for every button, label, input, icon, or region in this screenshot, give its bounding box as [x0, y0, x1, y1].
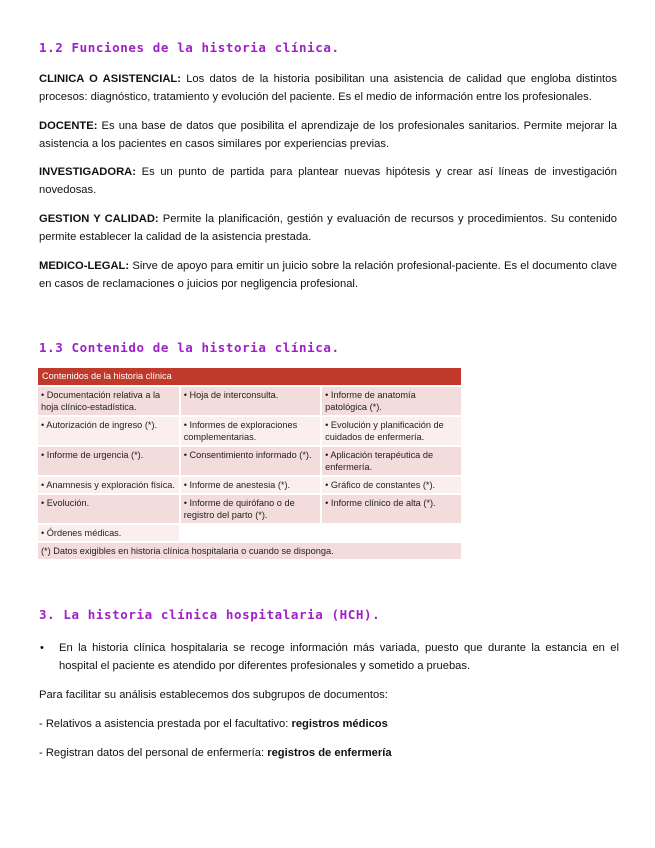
table-row: [38, 494, 461, 524]
table-title: Contenidos de la historia clínica: [38, 368, 461, 386]
table-cell: • Aplicación terapéutica de enfermería.: [321, 446, 461, 476]
function-text: Es una base de datos que posibilita el aprendizaje de los profesionales sanitarios. Permite mejorar la asistencia a los pacientes en casos similares por experiencias previas.: [39, 120, 617, 150]
table-cell: • Autorización de ingreso (*).: [38, 416, 180, 446]
function-gestion-paragraph: [39, 210, 617, 246]
table-row: [38, 476, 461, 494]
subgroup-line-medicos: [39, 715, 388, 733]
function-medico-legal-paragraph: [39, 257, 617, 293]
function-label: DOCENTE:: [39, 120, 98, 132]
subgroup-text: - Relativos a asistencia prestada por el facultativo:: [39, 718, 292, 730]
table-cell: • Informe de urgencia (*).: [38, 446, 180, 476]
table-cell: • Informe de anatomía patológica (*).: [321, 386, 461, 416]
function-text: Los datos de la historia posibilitan una asistencia de calidad que engloba distintos procesos: diagnóstico, tratamiento y evolución del paciente. Es el medio de información entre los profesionales.: [39, 73, 617, 103]
subgroup-text: - Registran datos del personal de enfermería:: [39, 747, 268, 759]
table-cell: [321, 524, 461, 542]
section-heading-1-3: 1.3 Contenido de la historia clínica.: [39, 340, 340, 355]
table-cell: • Informe clínico de alta (*).: [321, 494, 461, 524]
function-text: Sirve de apoyo para emitir un juicio sobre la relación profesional-paciente. Es el documento clave en casos de reclamaciones o juicios por negligencia profesional.: [39, 260, 617, 290]
contents-table: [38, 368, 461, 561]
section-heading-3: 3. La historia clínica hospitalaria (HCH).: [39, 607, 381, 622]
table-cell: • Anamnesis y exploración física.: [38, 476, 180, 494]
bullet-icon: •: [40, 642, 44, 654]
bullet-text: En la historia clínica hospitalaria se recoge información más variada, puesto que durante la estancia en el hospital el paciente es atendido por diferentes profesionales y sometido a pruebas.: [59, 642, 619, 672]
table-cell: • Informes de exploraciones complementarias.: [180, 416, 321, 446]
function-label: INVESTIGADORA:: [39, 166, 136, 178]
function-docente-paragraph: [39, 117, 617, 153]
table-cell: • Documentación relativa a la hoja clínico-estadística.: [38, 386, 180, 416]
table-cell: • Consentimiento informado (*).: [180, 446, 321, 476]
table-row: [38, 446, 461, 476]
table-row: [38, 524, 461, 542]
list-item: [40, 639, 619, 675]
table-cell: • Evolución y planificación de cuidados de enfermería.: [321, 416, 461, 446]
function-label: GESTION Y CALIDAD:: [39, 213, 159, 225]
table-cell: • Informe de anestesia (*).: [180, 476, 321, 494]
table-cell: • Órdenes médicas.: [38, 524, 180, 542]
section-heading-1-2: 1.2 Funciones de la historia clínica.: [39, 40, 340, 55]
function-label: CLINICA O ASISTENCIAL:: [39, 73, 181, 85]
table-cell: • Informe de quirófano o de registro del parto (*).: [180, 494, 321, 524]
function-label: MEDICO-LEGAL:: [39, 260, 130, 272]
table-cell: • Evolución.: [38, 494, 180, 524]
function-clinica-paragraph: [39, 70, 617, 106]
table-row: [38, 386, 461, 416]
function-text: Permite la planificación, gestión y evaluación de recursos y procedimientos. Su contenido permite establecer la calidad de la asistencia prestada.: [39, 213, 617, 243]
table-cell: [180, 524, 321, 542]
subgroup-line-enfermeria: [39, 744, 392, 762]
table-row: [38, 416, 461, 446]
function-text: Es un punto de partida para plantear nuevas hipótesis y crear así líneas de investigación novedosas.: [39, 166, 617, 196]
table-note: (*) Datos exigibles en historia clínica hospitalaria o cuando se disponga.: [38, 542, 461, 560]
table-note-row: [38, 542, 461, 560]
table-cell: • Hoja de interconsulta.: [180, 386, 321, 416]
function-investigadora-paragraph: [39, 163, 617, 199]
subgroup-bold: registros de enfermería: [267, 747, 392, 759]
subgroup-bold: registros médicos: [291, 718, 388, 730]
intro-text: Para facilitar su análisis establecemos dos subgrupos de documentos:: [39, 689, 388, 701]
table-cell: • Gráfico de constantes (*).: [321, 476, 461, 494]
